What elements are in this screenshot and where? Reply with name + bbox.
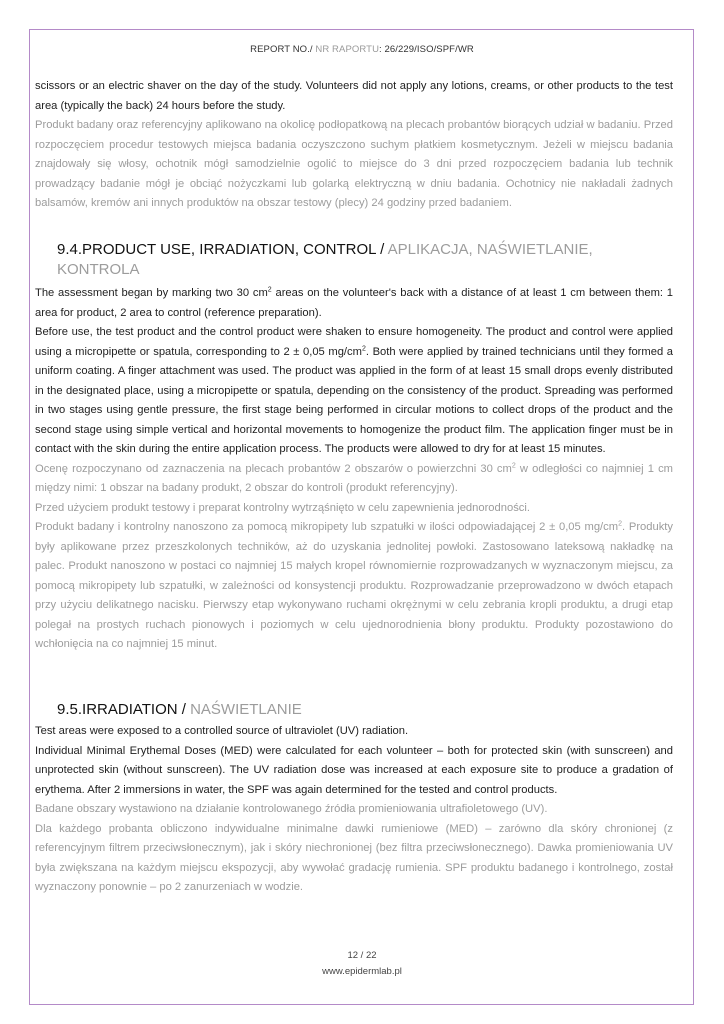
page-number: 12 / 22 — [347, 950, 377, 961]
section-9-4-heading — [35, 240, 673, 280]
intro-block — [35, 77, 673, 214]
paragraph-en: The assessment began by marking two 30 $cm^2$ areas on the volunteer's back with a distance of at least 1 cm between them: 1 area for product, 2 area to control (reference preparation). — [35, 286, 673, 319]
report-number: : 26/229/ISO/SPF/WR — [379, 44, 474, 55]
section-title-pl: APLIKACJA, NAŚWIETLANIE, KONTROLA — [57, 241, 593, 278]
paragraph-pl: Produkt badany i kontrolny nanoszono za pomocą mikropipety lub szpatułki w ilości odpowiadającej 2 ± 0,05 $mg/cm^2$. Produkty były aplikowane przez przeszkolonych techników, aż do uzyskania jednolitej powłoki. Zastosowano lateksową nakładkę na palec. Produkt nanoszono w postaci co najmniej 15 małych kropel równomiernie rozprowadzanych w wyznaczonym miejscu, za pomocą mikropipety lub szpatułki, w zależności od konsystencji produktu. Rozprowadzanie przeprowadzono w dwóch etapach przy użyciu delikatnego nacisku. Pierwszy etap wykonywano ruchami okrężnymi w celu zebrania kropli produktu, a drugi etap polegał na prostych ruchach pionowych i poziomych w celu ujednorodnienia błony produktu. Produkty pozostawiono do wchłonięcia na co najmniej 15 minut. — [35, 520, 674, 650]
paragraph-pl: Badane obszary wystawiono na działanie kontrolowanego źródła promieniowania ultrafioletowego (UV). — [35, 803, 548, 815]
paragraph-pl: Dla każdego probanta obliczono indywidualne minimalne dawki rumieniowe (MED) – zarówno dla skóry chronionej (z referencyjnym filtrem przeciwsłonecznym), jak i skóry niechronionej (bez filtra przeciwsłonecznego). Dawka promieniowania UV była zwiększana na każdym miejscu ekspozycji, aby wywołać gradację rumienia. SPF produktu badanego i kontrolnego, został wyznaczony ponownie – po 2 zanurzeniach w wodzie. — [35, 822, 673, 893]
intro-pl: Produkt badany oraz referencyjny aplikowano na okolicę podłopatkową na plecach probantów biorących udział w badaniu. Przed rozpoczęciem procedur testowych miejsca badania oczyszczono suchym płatkiem kosmetycznym. Jeżeli w miejscu badania znajdowały się włosy, ochotnik mógł samodzielnie ogolić to miejsce do 3 dni przed rozpoczęciem badania lub technik prowadzący badanie mógł je obciąć nożyczkami lub golarką elektryczną w dniu badania. Ochotnicy nie nakładali żadnych balsamów, kremów ani innych produktów na obszar testowy (plecy) 24 godziny przed badaniem. — [35, 119, 673, 209]
section-title-en: PRODUCT USE, IRRADIATION, CONTROL / — [82, 241, 388, 258]
section-9-5-heading — [35, 700, 673, 720]
paragraph-pl: Ocenę rozpoczynano od zaznaczenia na plecach probantów 2 obszarów o powierzchni 30 $cm^2$ w odległości co najmniej 1 cm między nimi: 1 obszar na badany produkt, 2 obszar do kontroli (produkt referencyjny). — [35, 461, 673, 494]
section-title-pl: NAŚWIETLANIE — [190, 701, 302, 718]
paragraph-en: Before use, the test product and the control product were shaken to ensure homogeneity. The product and control were applied using a micropipette or spatula, corresponding to 2 ± 0,05 $mg/cm^2$. Both were applied by trained technicians until they formed a uniform coating. A finger attachment was used. The product was applied in the form of at least 15 small drops evenly distributed in the designated place, using a micropipette or spatula, depending on the consistency of the product. Spreading was performed in two stages using gentle pressure, the first stage being performed in circular motions to collect drops of the product and the second stage using simple vertical and horizontal movements to homogenize the product film. The application finger must be in contact with the skin during the entire application process. The products were allowed to dry for at least 15 minutes. — [35, 326, 673, 455]
report-header — [0, 44, 724, 55]
section-number: 9.4. — [57, 241, 83, 258]
section-title-en: IRRADIATION / — [82, 701, 191, 718]
section-number: 9.5. — [57, 701, 83, 718]
paragraph-en: Individual Minimal Erythemal Doses (MED) were calculated for each volunteer – both for protected skin (with sunscreen) and unprotected skin (without sunscreen). The UV radiation dose was increased at each exposure site to produce a gradation of erythema. After 2 immersions in water, the SPF was again determined for the tested and control products. — [35, 744, 673, 796]
paragraph-en: Test areas were exposed to a controlled source of ultraviolet (UV) radiation. — [35, 725, 409, 737]
paragraph-pl: Przed użyciem produkt testowy i preparat kontrolny wytrząśnięto w celu zapewnienia jednorodności. — [35, 501, 530, 514]
section-9-4 — [35, 240, 673, 655]
section-9-5 — [35, 700, 673, 898]
report-label: REPORT NO./ — [250, 44, 316, 55]
report-label-pl: NR RAPORTU — [315, 44, 380, 55]
website-link[interactable]: www.epidermlab.pl — [322, 966, 402, 977]
intro-en: scissors or an electric shaver on the day of the study. Volunteers did not apply any lotions, creams, or other products to the test area (typically the back) 24 hours before the study. — [35, 80, 673, 112]
